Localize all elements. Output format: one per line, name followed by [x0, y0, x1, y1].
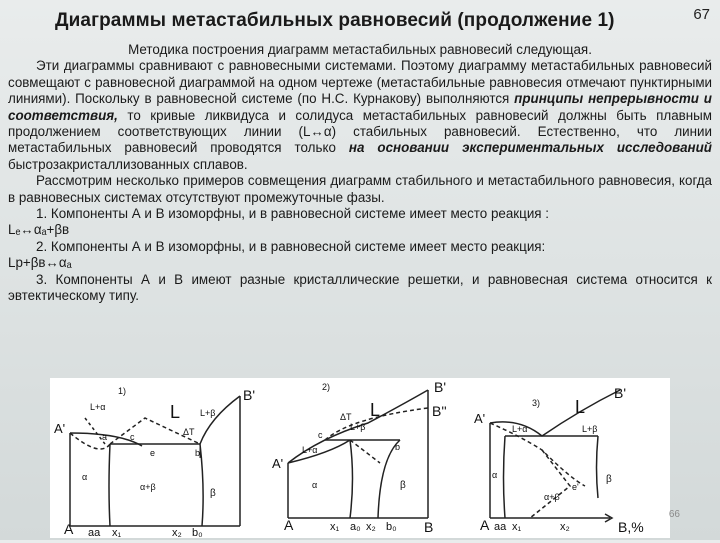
d1-label-b0: b₀	[192, 527, 203, 538]
d1-label-ab: α+β	[140, 482, 156, 492]
d2-label-B-top2: B''	[432, 403, 447, 419]
d3-solvus-a	[504, 436, 506, 518]
d2-label-A: A	[284, 517, 294, 533]
d3-label-L: L	[575, 397, 586, 417]
d2-label-a0: a₀	[350, 521, 361, 533]
d3-label-ab: α+β	[544, 492, 560, 502]
paragraph-comparison	[8, 58, 712, 173]
d1-label-num: 1)	[118, 386, 127, 396]
d2-label-x1: x₁	[330, 521, 340, 533]
page-number: 67	[693, 6, 710, 23]
d2-label-L: L	[370, 400, 381, 420]
d3-label-A-top: A'	[474, 411, 486, 426]
d3-label-axis: B,%	[618, 519, 644, 535]
list-item-2: 2. Компоненты А и В изоморфны, и в равновесной системе имеет место реакция:	[36, 238, 546, 254]
d3-label-xa: aa	[494, 521, 507, 533]
d1-label-A-top: A'	[54, 421, 66, 436]
d1-label-L: L	[170, 402, 181, 422]
d2-label-dT: ΔT	[340, 412, 352, 422]
slide-title: Диаграммы метастабильных равновесий (продолжение 1)	[55, 10, 615, 31]
d2-solvus-a	[350, 440, 353, 518]
d1-label-x2: x₂	[172, 527, 182, 538]
d1-solvus-a	[109, 444, 110, 526]
text-run: Эти диаграммы сравнивают с равновесными системами. Поэтому диаграмму метастабильных равновесий совмещают с равновесной диаграммой на одном чертеже (метастабильные равновесия отмечают пунктирными линиями). Поскольку в равновесной системе (по Н.С. Курнакову) выполняются	[8, 58, 712, 107]
d1-label-beta: β	[210, 488, 216, 499]
body-text	[8, 42, 712, 305]
d1-label-c: c	[130, 432, 135, 442]
d2-label-Lb: L+β	[350, 422, 366, 432]
text-run: то кривые ликвидуса и солидуса метастабильных равновесий должны быть плавным продолжением соответствующих линии (L↔α) стабильных равновесий. Естественно, что линии метастабильных равновесий проводятся только	[8, 107, 712, 156]
d2-label-b0: b₀	[386, 521, 397, 533]
d2-label-beta: β	[400, 480, 406, 491]
paragraph-examples: Рассмотрим несколько примеров совмещения диаграмм стабильного и метастабильного равновесия, когда в равновесных системах отсутствуют промежуточные фазы.	[8, 173, 712, 205]
d2-label-num: 2)	[322, 382, 331, 392]
list-item-3: 3. Компоненты А и В имеют разные кристаллические решетки, и равновесная система относится к эвтектическому типу.	[8, 271, 712, 304]
text-run: быстрозакристаллизованных сплавов.	[8, 156, 248, 172]
d1-label-Lb: L+β	[200, 408, 216, 418]
d3-label-x2: x₂	[560, 521, 570, 533]
d1-liquidus-b	[200, 396, 240, 444]
d1-label-dT: ΔT	[183, 427, 195, 437]
d1-label-A: A	[64, 521, 74, 537]
d3-label-A: A	[480, 517, 490, 533]
d3-meta-solvus	[530, 450, 570, 518]
d2-label-B-top: B'	[434, 379, 447, 395]
footer-page-number: 66	[668, 509, 680, 520]
d2-label-B: B	[424, 519, 434, 535]
d2-meta-solidus	[350, 440, 380, 463]
d1-label-b: b	[195, 448, 201, 458]
d1-label-B-top: B'	[243, 387, 256, 403]
d2-label-x2: x₂	[366, 521, 376, 533]
emphasis-experiments: на основании экспериментальных исследований	[348, 140, 712, 156]
d3-label-La: L+α	[512, 424, 528, 434]
emphasis-principles: принципы непрерывности и соответствия,	[8, 91, 712, 123]
d3-label-e: e'	[572, 482, 579, 492]
d3-label-B-top: B'	[614, 385, 627, 401]
d1-label-xa: aa	[88, 527, 101, 538]
d2-label-b: b	[395, 442, 401, 452]
list-item-1: 1. Компоненты А и В изоморфны, и в равновесной системе имеет место реакция :	[36, 206, 549, 222]
diagram-3	[490, 390, 620, 522]
d3-liquidus-b	[490, 390, 620, 436]
d2-label-A-top: A'	[272, 456, 284, 471]
d3-label-Lb: L+β	[582, 424, 598, 434]
d2-label-alpha: α	[312, 480, 318, 490]
d2-label-c: c	[318, 430, 323, 440]
d3-label-alpha: α	[492, 470, 498, 480]
d1-label-La: L+α	[90, 402, 106, 412]
d3-label-x1: x₁	[512, 521, 522, 533]
d3-label-num: 3)	[532, 398, 541, 408]
d2-label-La: L+α	[302, 445, 318, 455]
paragraph-method: Методика построения диаграмм метастабильных равновесий следующая.	[128, 42, 592, 57]
reaction-2: Lp+βв↔αₐ	[8, 255, 72, 271]
d1-label-a: a	[102, 432, 108, 442]
phase-diagrams-figure	[50, 378, 670, 538]
d3-label-beta: β	[606, 474, 612, 485]
d1-label-e: e	[150, 448, 156, 458]
d1-label-alpha: α	[82, 472, 88, 482]
d3-solvus-b	[597, 436, 599, 498]
d1-label-x1: x₁	[112, 527, 122, 538]
phase-diagrams-svg	[50, 378, 670, 538]
reaction-1: Lₑ↔αₐ+βв	[8, 222, 70, 238]
